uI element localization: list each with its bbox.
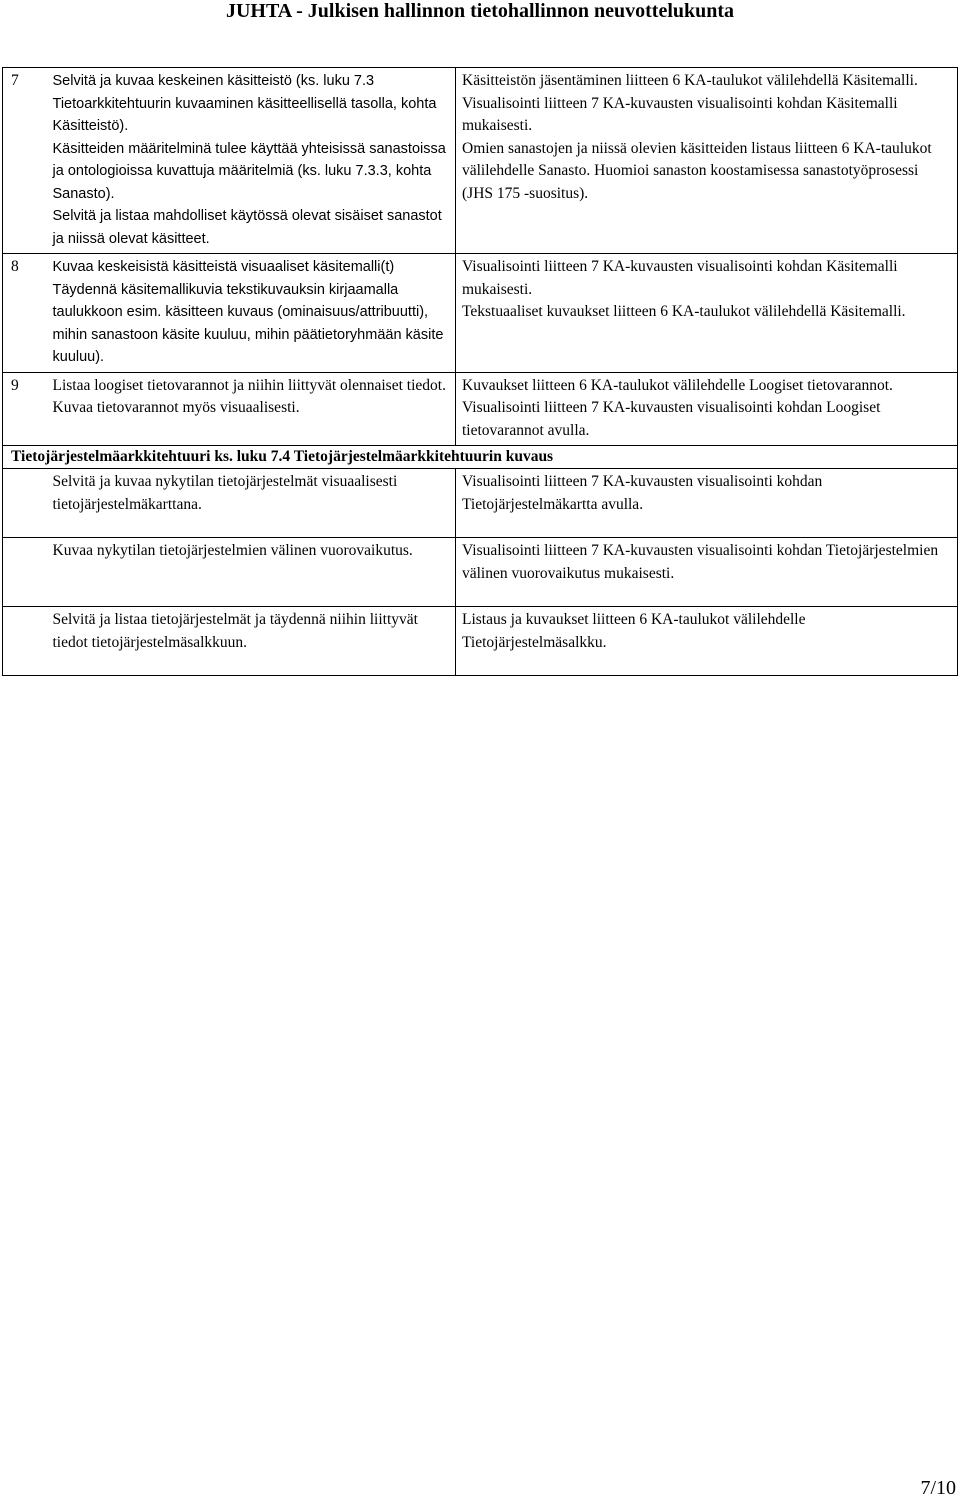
answer-cell xyxy=(456,372,958,446)
answer-text: Kuvaukset liitteen 6 KA-taulukot välilehdelle Loogiset tietovarannot. xyxy=(462,376,893,394)
section-row xyxy=(3,446,958,469)
page-header: JUHTA - Julkisen hallinnon tietohallinnon neuvottelukunta xyxy=(225,0,735,22)
answer-text: Visualisointi liitteen 7 KA-kuvausten visualisointi kohdan Käsitemalli mukaisesti. xyxy=(462,94,898,134)
table-row xyxy=(3,538,958,607)
table-row xyxy=(3,254,958,373)
question-text: Kuvaa nykytilan tietojärjestelmien välinen vuorovaikutus. xyxy=(52,542,413,559)
question-text: Selvitä ja listaa mahdolliset käytössä olevat sisäiset sanastot ja niissä olevat käsitteet. xyxy=(52,208,442,247)
question-text: Käsitteiden määritelminä tulee käyttää yhteisissä sanastoissa ja ontologioissa kuvattuja määritelmiä (ks. luku 7.3.3, kohta Sanasto). xyxy=(52,140,446,202)
question-cell xyxy=(53,538,456,607)
answer-cell xyxy=(456,538,958,607)
table-row xyxy=(3,68,958,254)
answer-text: Listaus ja kuvaukset liitteen 6 KA-taulukot välilehdelle Tietojärjestelmäsalkku. xyxy=(462,611,806,651)
table-row xyxy=(3,469,958,538)
question-text: Selvitä ja kuvaa keskeinen käsitteistö (ks. luku 7.3 Tietoarkkitehtuurin kuvaaminen käsitteellisellä tasolla, kohta Käsitteistö). xyxy=(52,73,437,134)
answer-text: Visualisointi liitteen 7 KA-kuvausten visualisointi kohdan Loogiset tietovarannot avulla. xyxy=(462,399,881,439)
answer-text: Omien sanastojen ja niissä olevien käsitteiden listaus liitteen 6 KA-taulukot välilehdelle Sanasto. Huomioi sanaston koostamisessa sanastotyöprosessi (JHS 175 -suositus). xyxy=(462,139,932,202)
answer-text: Käsitteistön jäsentäminen liitteen 6 KA-taulukot välilehdellä Käsitemalli. xyxy=(462,72,918,89)
question-cell xyxy=(53,68,456,254)
question-cell xyxy=(53,607,456,676)
question-cell xyxy=(53,254,456,373)
row-number xyxy=(3,469,53,538)
table-row xyxy=(3,607,958,676)
answer-text: Tekstuaaliset kuvaukset liitteen 6 KA-taulukot välilehdellä Käsitemalli. xyxy=(462,303,906,320)
row-number xyxy=(3,538,53,607)
answer-cell xyxy=(456,68,958,254)
question-cell xyxy=(53,372,456,446)
row-number: 9 xyxy=(3,372,53,446)
question-text: Listaa loogiset tietovarannot ja niihin liittyvät olennaiset tiedot. Kuvaa tietovarannot myös visuaalisesti. xyxy=(52,376,446,416)
section-title: Tietojärjestelmäarkkitehtuuri ks. luku 7.4 Tietojärjestelmäarkkitehtuurin kuvaus xyxy=(3,446,958,469)
row-number: 8 xyxy=(3,254,53,373)
question-text: Kuvaa keskeisistä käsitteistä visuaaliset käsitemalli(t) Täydennä käsitemallikuvia tekstikuvauksin kirjaamalla taulukkoon esim. käsitteen kuvaus (ominaisuus/attribuutti), mihin sanastoon käsite kuuluu, mihin päätietoryhmään käsite kuuluu). xyxy=(52,259,444,365)
answer-cell xyxy=(456,469,958,538)
question-cell xyxy=(53,469,456,538)
question-text: Selvitä ja kuvaa nykytilan tietojärjestelmät visuaalisesti tietojärjestelmäkarttana. xyxy=(52,473,398,513)
row-number: 7 xyxy=(3,68,53,254)
requirements-table xyxy=(2,67,958,676)
answer-cell xyxy=(456,607,958,676)
answer-cell xyxy=(456,254,958,373)
row-number xyxy=(3,607,53,676)
answer-text: Visualisointi liitteen 7 KA-kuvausten visualisointi kohdan Tietojärjestelmien välinen vuorovaikutus mukaisesti. xyxy=(462,542,939,582)
answer-text: Visualisointi liitteen 7 KA-kuvausten visualisointi kohdan Käsitemalli mukaisesti. xyxy=(462,258,898,298)
question-text: Selvitä ja listaa tietojärjestelmät ja täydennä niihin liittyvät tiedot tietojärjestelmäsalkkuun. xyxy=(52,611,418,651)
answer-text: Visualisointi liitteen 7 KA-kuvausten visualisointi kohdan Tietojärjestelmäkartta avulla. xyxy=(462,473,823,513)
page-number: 7/10 xyxy=(920,1477,956,1499)
table-row xyxy=(3,372,958,446)
